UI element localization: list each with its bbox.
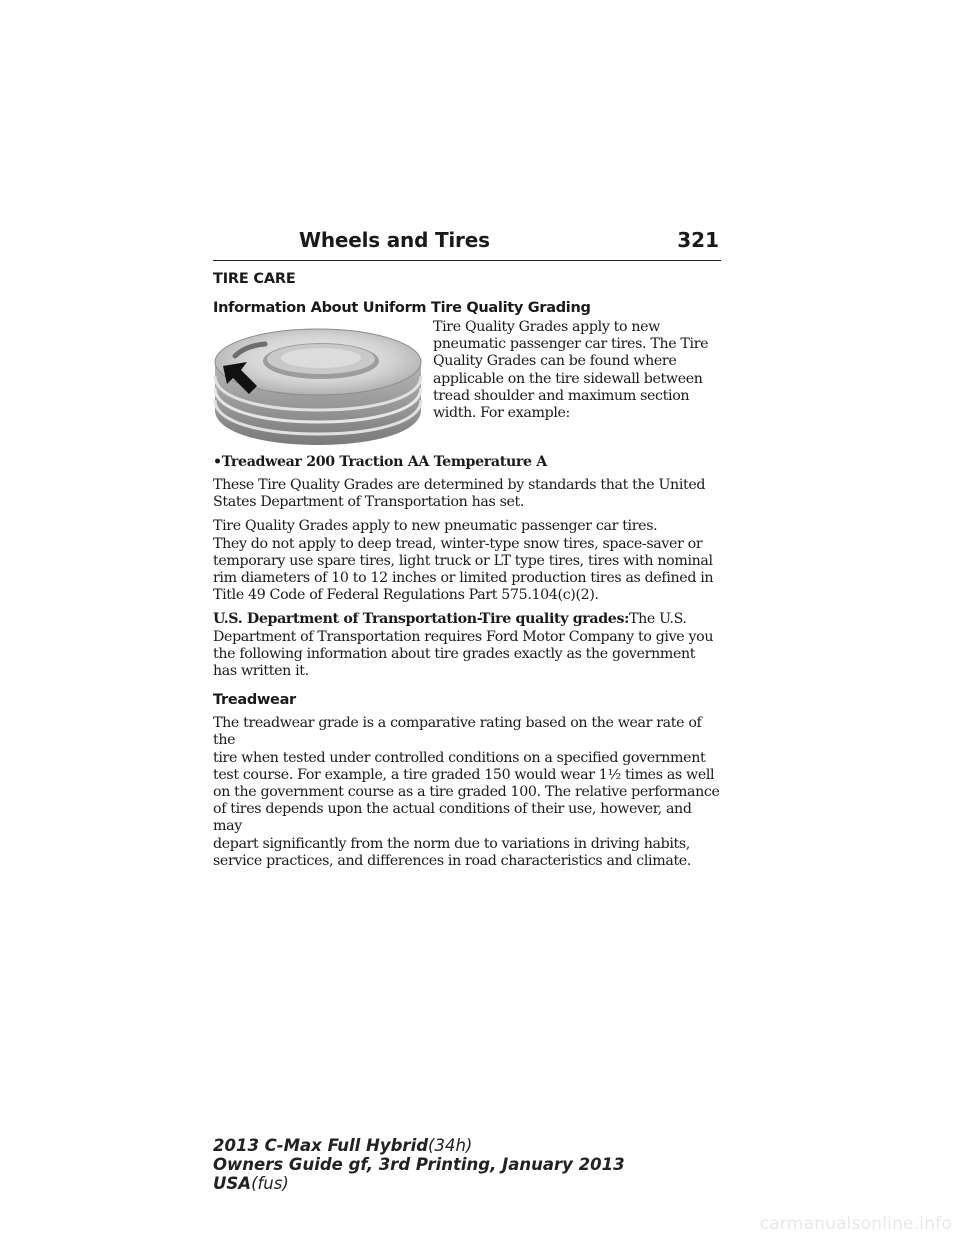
text-line: Title 49 Code of Federal Regulations Part 575.104(c)(2). bbox=[213, 587, 599, 604]
text-line: Tire Quality Grades apply to new pneumatic passenger car tires. bbox=[213, 518, 658, 535]
text-line: of tires depends upon the actual conditions of their use, however, and may bbox=[213, 801, 692, 835]
text-line: temporary use spare tires, light truck or LT type tires, tires with nominal bbox=[213, 552, 713, 569]
text-line: the following information about tire grades exactly as the government bbox=[213, 645, 696, 662]
subsection-title: Information About Uniform Tire Quality Grading bbox=[213, 300, 591, 316]
paragraph-applicability bbox=[213, 518, 721, 604]
text-line: on the government course as a tire graded 100. The relative performance bbox=[213, 784, 720, 801]
paragraph-treadwear bbox=[213, 715, 721, 870]
text-line: Department of Transportation requires Ford Motor Company to give you bbox=[213, 628, 714, 645]
footer-market: USA bbox=[213, 1174, 252, 1193]
text-line: tire when tested under controlled conditions on a specified government bbox=[213, 749, 706, 766]
intro-line: applicable on the tire sidewall between bbox=[433, 370, 703, 387]
text-line: The treadwear grade is a comparative rating based on the wear rate of the bbox=[213, 715, 702, 749]
page-header bbox=[213, 228, 721, 261]
text-line: rim diameters of 10 to 12 inches or limited production tires as defined in bbox=[213, 570, 714, 587]
text-line: depart significantly from the norm due to variations in driving habits, bbox=[213, 835, 690, 852]
intro-line: width. For example: bbox=[433, 405, 570, 422]
paragraph-dot-requirements bbox=[213, 611, 721, 680]
footer-line bbox=[213, 1174, 625, 1193]
paragraph-standards bbox=[213, 477, 721, 511]
footer-market-code: (fus) bbox=[251, 1174, 289, 1193]
intro-line: Tire Quality Grades apply to new bbox=[433, 319, 660, 335]
chapter-title: Wheels and Tires bbox=[299, 228, 490, 252]
text-line: These Tire Quality Grades are determined by standards that the United bbox=[213, 477, 706, 493]
tire-sidewall-arrow-icon bbox=[213, 328, 423, 446]
footer-model: 2013 C-Max Full Hybrid bbox=[213, 1136, 429, 1155]
text-line: service practices, and differences in road characteristics and climate. bbox=[213, 852, 692, 869]
treadwear-title: Treadwear bbox=[213, 692, 296, 709]
example-grade-bullet: •Treadwear 200 Traction AA Temperature A bbox=[213, 454, 547, 470]
intro-text bbox=[433, 319, 708, 446]
intro-line: tread shoulder and maximum section bbox=[433, 387, 690, 404]
section-title: TIRE CARE bbox=[213, 271, 296, 287]
footer-printing: Owners Guide gf, 3rd Printing, January 2013 bbox=[213, 1155, 625, 1174]
dot-heading: U.S. Department of Transportation-Tire quality grades: bbox=[213, 611, 629, 628]
footer-line bbox=[213, 1136, 625, 1155]
text-line: test course. For example, a tire graded 150 would wear 1½ times as well bbox=[213, 766, 715, 783]
dot-text-start: The U.S. bbox=[629, 611, 687, 628]
page-number: 321 bbox=[677, 228, 719, 252]
text-line: States Department of Transportation has set. bbox=[213, 494, 525, 511]
intro-line: pneumatic passenger car tires. The Tire bbox=[433, 336, 709, 353]
page-footer bbox=[213, 1136, 625, 1193]
manual-page bbox=[213, 228, 721, 870]
text-line bbox=[213, 611, 721, 628]
text-line: They do not apply to deep tread, winter-type snow tires, space-saver or bbox=[213, 535, 703, 552]
intro-line: Quality Grades can be found where bbox=[433, 353, 677, 370]
footer-model-code: (34h) bbox=[428, 1136, 473, 1155]
text-line: has written it. bbox=[213, 663, 309, 680]
site-watermark: carmanualsonline.info bbox=[759, 1214, 952, 1234]
intro-block bbox=[213, 319, 721, 446]
